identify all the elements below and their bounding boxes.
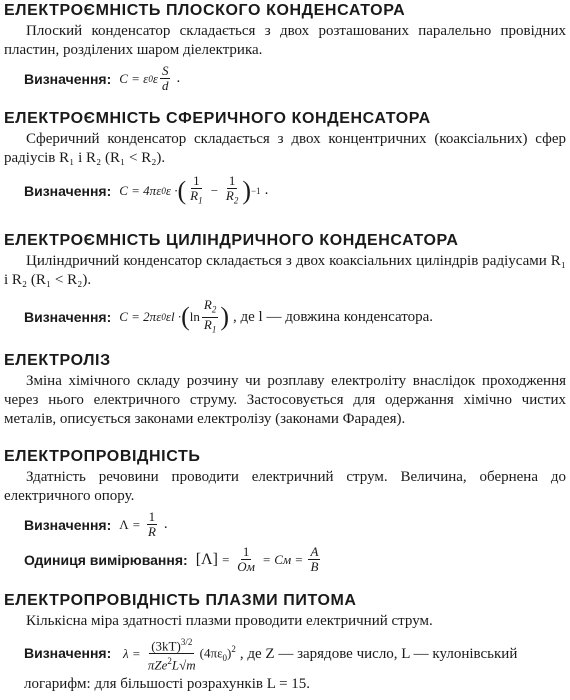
section-heading: ЕЛЕКТРОПРОВІДНІСТЬ ПЛАЗМИ ПИТОМА [4,592,357,609]
section-conductivity [4,448,566,574]
definition-label: Визначення: [24,70,112,87]
section-text: Плоский конденсатор складається з двох розташованих паралельно провідних пластин, розділених шаром діелектрика. [4,23,566,58]
definition-line [4,635,566,695]
section-electrolysis [4,352,566,429]
formula-plasma-conductivity: λ = $\frac{(3kT)^{3/2}}{\pi Ze^2L√m}$ $(4\pi\varepsilon_0)^2$ [122,637,236,673]
definition-tail: . [264,182,269,199]
formula-cylindrical-capacitor: C = 2πε 0 εl · ( ln $\frac{R_2}{R_1}$ ) [119,297,229,335]
section-plasma-conductivity [4,592,566,695]
definition-tail: , де l — довжина конденсатора. [232,308,434,325]
section-flat-capacitor [4,2,566,93]
section-heading: ЕЛЕКТРОЄМНІСТЬ ЦИЛІНДРИЧНОГО КОНДЕНСАТОРА [4,232,459,249]
definition-label: Визначення: [24,644,112,661]
section-text: Здатність речовини проводити електричний струм. Величина, обернена до електричного опору. [4,469,566,504]
formula-flat-capacitor: C = ε 0 ε $\frac{S}{d}$ [119,63,169,93]
definition-tail: . [176,70,181,86]
definition-label: Визначення: [24,516,112,533]
section-spherical-capacitor [4,110,566,208]
section-cylindrical-capacitor [4,232,566,336]
definition-label: Визначення: [24,182,112,199]
definition-line [4,298,566,336]
formula-conductivity: Λ = $\frac{1}{R}$ [119,509,156,539]
section-heading: ЕЛЕКТРОПРОВІДНІСТЬ [4,448,201,465]
definition-line [4,174,566,208]
definition-tail: , де Z — зарядове число, L — кулонівський логарифм: для більшості розрахунків L = 15. [24,645,518,692]
formula-unit: [Λ] = $\frac{1}{Ом}$ = См = $\frac{А}{В}$ [195,544,319,574]
definition-tail: . [163,516,168,532]
unit-line [4,545,566,574]
definition-label: Визначення: [24,309,112,326]
unit-label: Одиниця вимірювання: [24,551,188,568]
formula-spherical-capacitor: C = 4πε 0 ε · ( $\frac{1}{R_1}$ − $\frac{1}{R_2}$ ) −1 [119,173,261,206]
section-text: Сферичний конденсатор складається з двох концентричних (коаксіальних) сфер радіусів R₁ і R₂ (R₁ < R₂). [4,131,566,166]
section-text: Кількісна міра здатності плазми проводити електричний струм. [26,613,433,629]
section-text: Зміна хімічного складу розчину чи розплаву електроліту внаслідок проходження через нього електричного струму. Застосовується для одержання хімічно чистих металів, описується законами електролізу (законами Фарадея). [4,373,566,427]
definition-line [4,510,566,539]
section-heading: ЕЛЕКТРОЄМНІСТЬ СФЕРИЧНОГО КОНДЕНСАТОРА [4,110,431,127]
section-heading: ЕЛЕКТРОЄМНІСТЬ ПЛОСКОГО КОНДЕНСАТОРА [4,2,406,19]
section-text: Циліндричний конденсатор складається з двох коаксіальних циліндрів радіусами R₁ і R₂ (R₁ < R₂). [4,253,566,288]
definition-line [4,64,566,93]
section-heading: ЕЛЕКТРОЛІЗ [4,352,111,369]
